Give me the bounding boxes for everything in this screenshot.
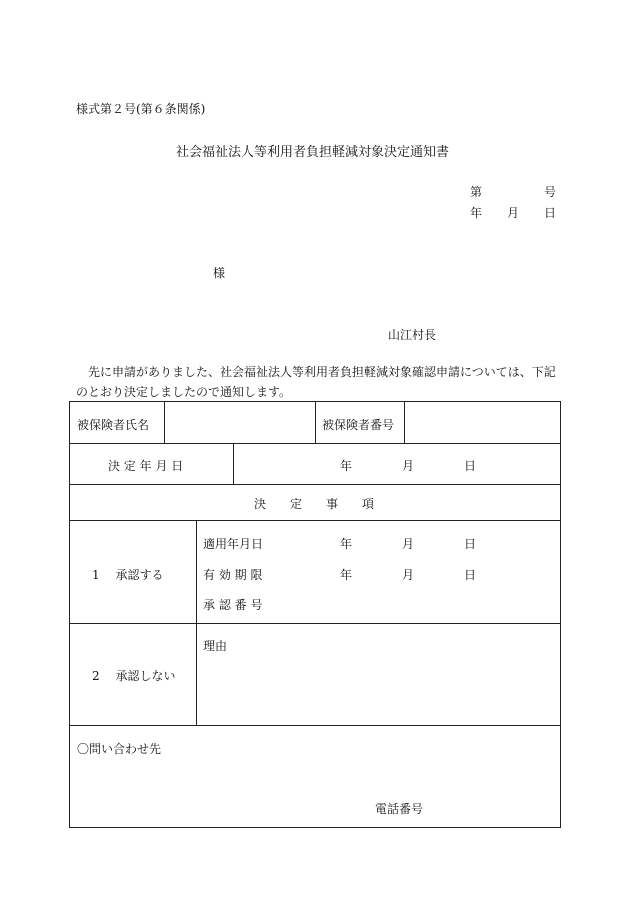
issuer-name: 山江村長 — [388, 328, 437, 342]
valid-period-label: 有 効 期 限 — [203, 568, 263, 582]
apply-date-day: 日 — [464, 537, 477, 551]
decision-date-year: 年 — [340, 459, 353, 473]
apply-date-month: 月 — [402, 537, 415, 551]
body-paragraph: 先に申請がありました、社会福祉法人等利用者負担軽減対象確認申請については、下記のとおり決定しましたので通知します。 — [76, 365, 556, 399]
valid-period-day: 日 — [464, 568, 477, 582]
decision-items-heading: 決 定 事 項 — [254, 497, 375, 511]
date-month: 月 — [506, 206, 519, 220]
valid-period-month: 月 — [402, 568, 415, 582]
reason-label: 理由 — [203, 639, 228, 653]
valid-period-year: 年 — [340, 568, 353, 582]
addressee-suffix: 様 — [213, 266, 226, 280]
document-title: 社会福祉法人等利用者負担軽減対象決定通知書 — [176, 145, 450, 160]
document-number-line — [470, 183, 556, 200]
apply-date-year: 年 — [340, 537, 353, 551]
reject-option-label: 2 承認しない — [92, 669, 176, 683]
number-prefix: 第 — [470, 185, 483, 199]
number-suffix: 号 — [543, 185, 556, 199]
decision-date-month: 月 — [402, 459, 415, 473]
date-day: 日 — [543, 206, 556, 220]
document-date-line — [470, 204, 556, 221]
date-year: 年 — [470, 206, 483, 220]
approve-option-label: 1 承認する — [92, 568, 164, 582]
form-number-label: 様式第２号(第６条関係) — [76, 102, 206, 116]
apply-date-label: 適用年月日 — [203, 537, 264, 551]
approval-number-label: 承 認 番 号 — [203, 598, 263, 612]
decision-date-day: 日 — [464, 459, 477, 473]
phone-label: 電話番号 — [375, 802, 424, 816]
insured-name-label: 被保険者氏名 — [77, 418, 150, 432]
contact-label: 〇問い合わせ先 — [77, 742, 162, 756]
decision-date-label: 決 定 年 月 日 — [108, 459, 184, 473]
insured-number-label: 被保険者番号 — [322, 418, 395, 432]
